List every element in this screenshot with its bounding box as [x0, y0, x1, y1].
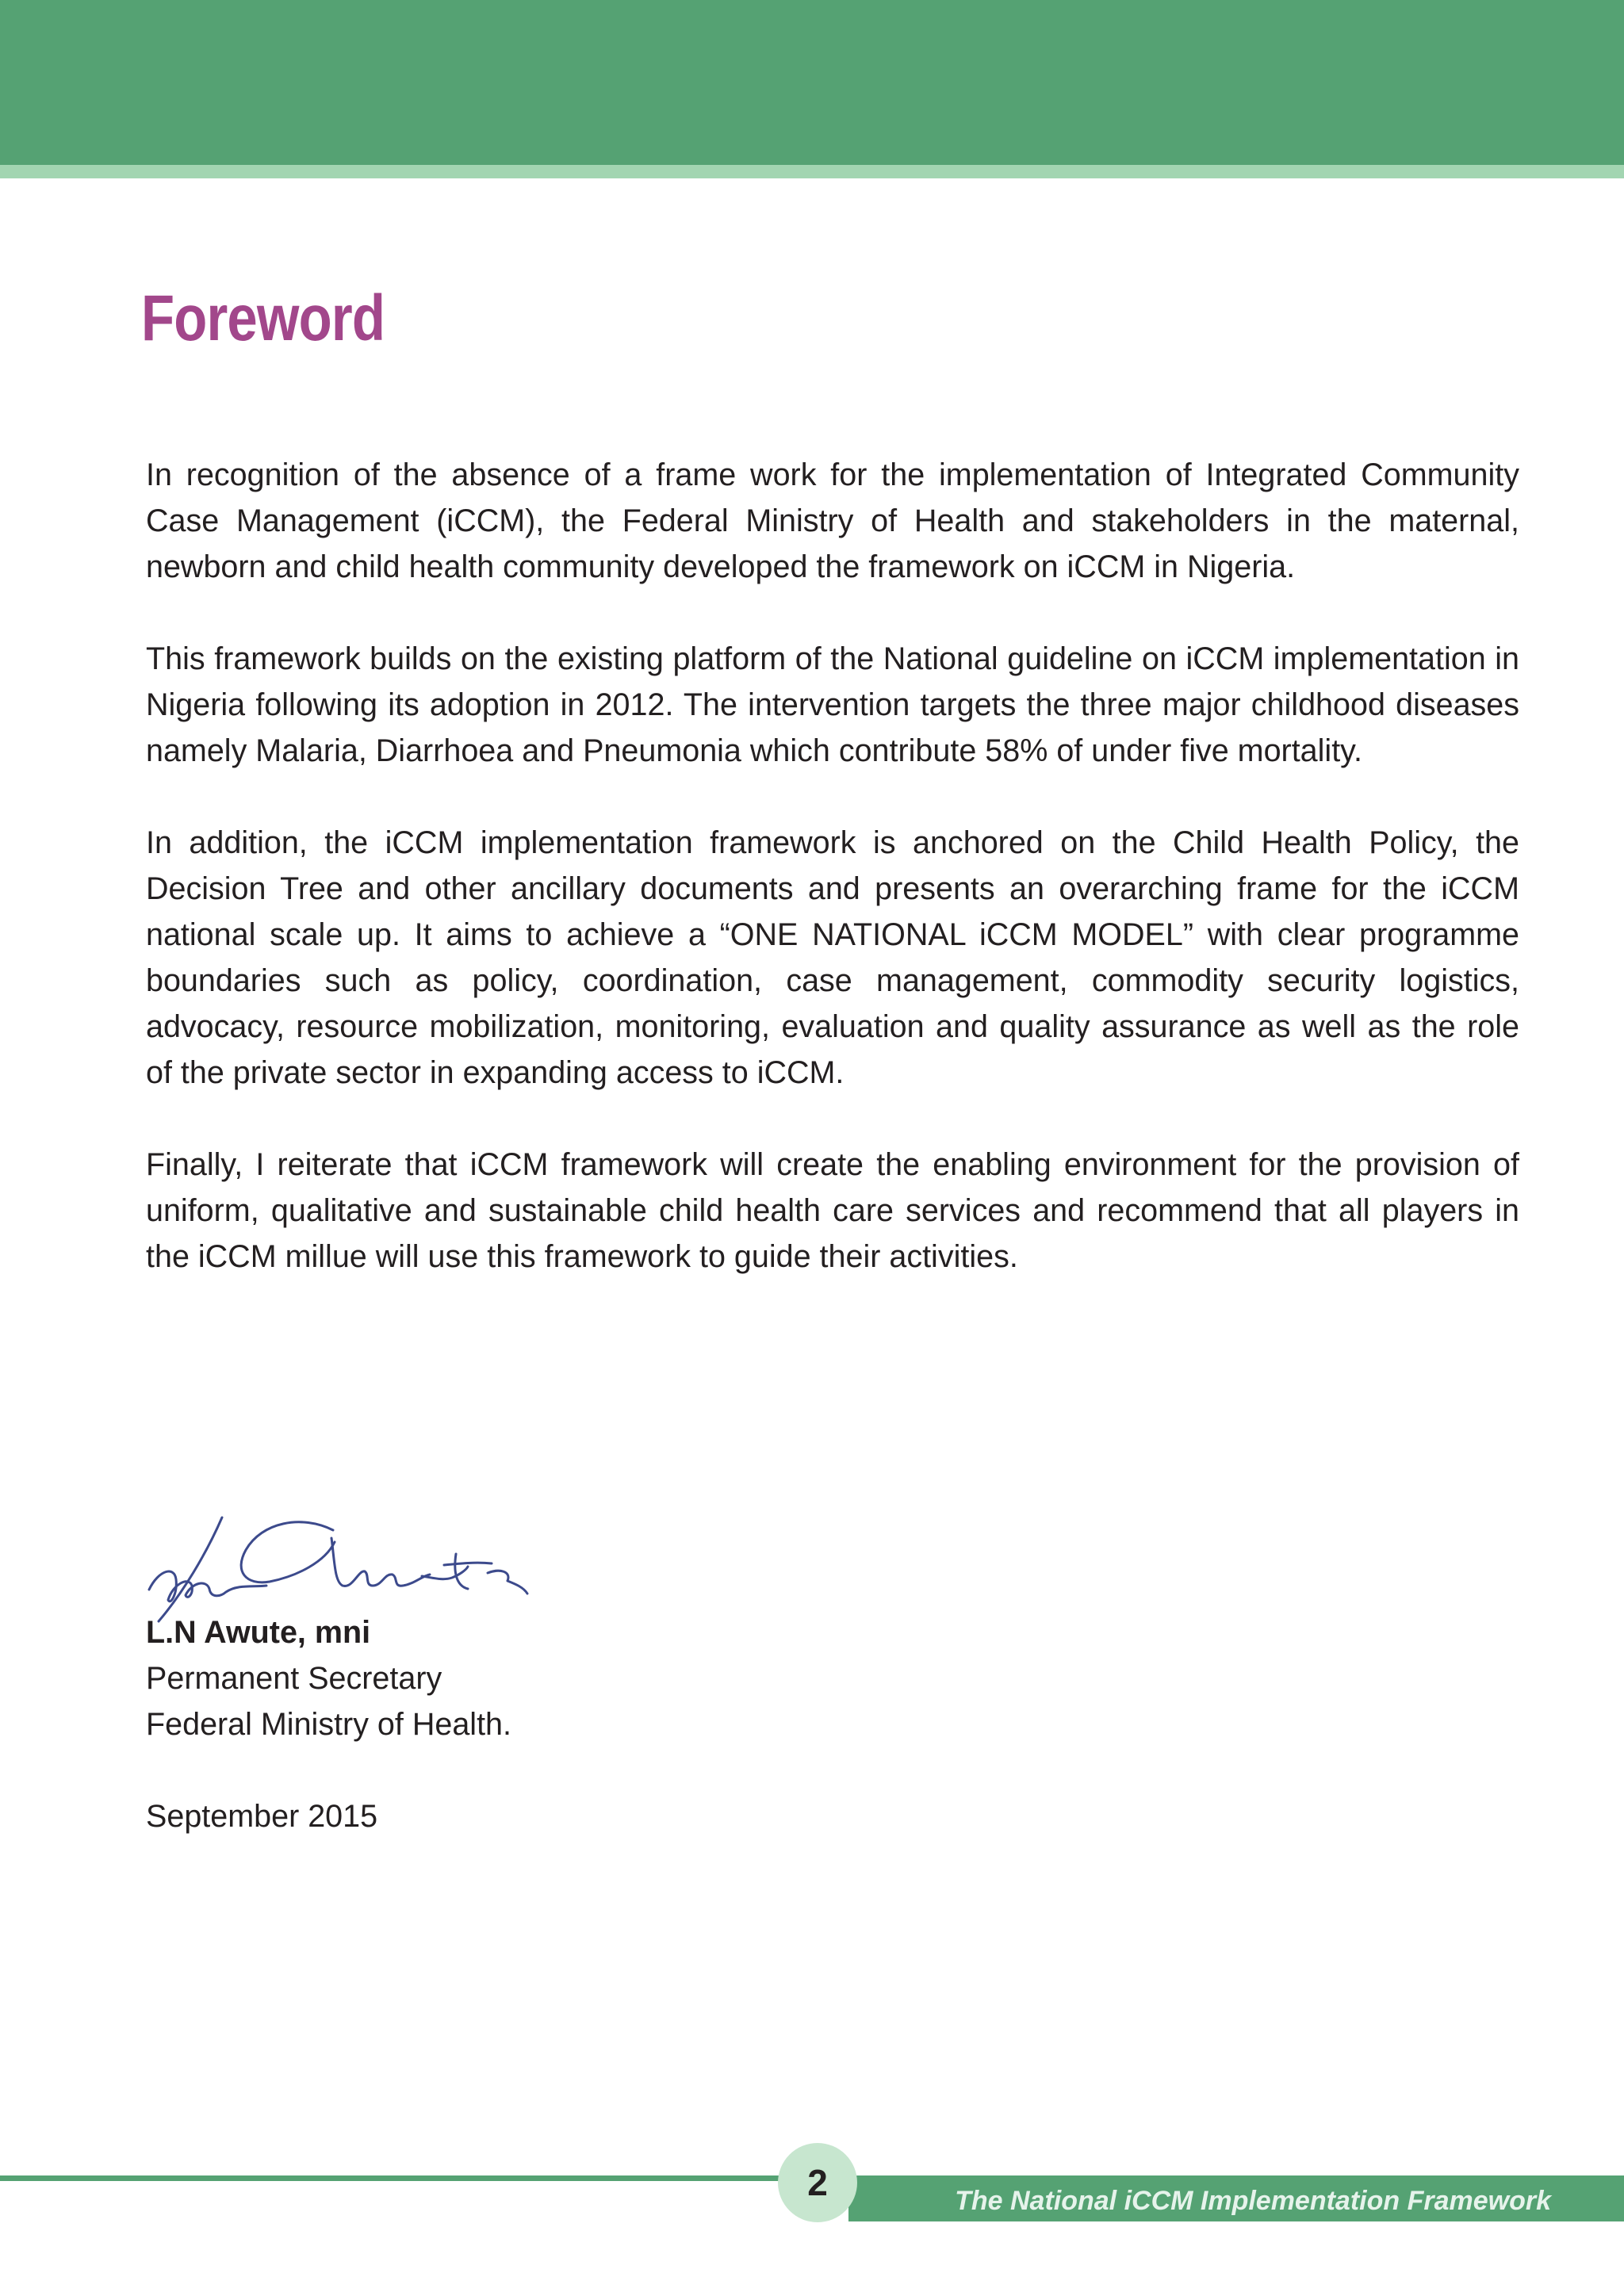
signatory-organization: Federal Ministry of Health. [146, 1707, 512, 1742]
page-title: Foreword [141, 282, 385, 354]
handwritten-signature [127, 1506, 603, 1625]
foreword-body [146, 452, 1519, 1326]
header-band [0, 0, 1624, 165]
signatory-title: Permanent Secretary [146, 1661, 442, 1696]
signature-block [146, 1609, 860, 1839]
paragraph-2: This framework builds on the existing platform of the National guideline on iCCM implementation in Nigeria following its adoption in 2012. The intervention targets the three major childhood diseases namely Malaria, Diarrhoea and Pneumonia which contribute 58% of under five mortality. [146, 641, 1519, 768]
page-number: 2 [778, 2143, 857, 2222]
header-stripe [0, 165, 1624, 178]
signature-date: September 2015 [146, 1799, 378, 1834]
paragraph-4: Finally, I reiterate that iCCM framework will create the enabling environment for the provision of uniform, qualitative and sustainable child health care services and recommend that all players in the iCCM millue will use this framework to guide their activities. [146, 1147, 1519, 1274]
paragraph-3: In addition, the iCCM implementation framework is anchored on the Child Health Policy, the Decision Tree and other ancillary documents and presents an overarching frame for the iCCM national scale up. It aims to achieve a “ONE NATIONAL iCCM MODEL” with clear programme boundaries such as policy, coordination, case management, commodity security logistics, advocacy, resource mobilization, monitoring, evaluation and quality assurance as well as the role of the private sector in expanding access to iCCM. [146, 825, 1519, 1090]
paragraph-1: In recognition of the absence of a frame work for the implementation of Integrated Community Case Management (iCCM), the Federal Ministry of Health and stakeholders in the maternal, newborn and child health community developed the framework on iCCM in Nigeria. [146, 457, 1519, 584]
footer-rule [0, 2175, 793, 2181]
signatory-name: L.N Awute, mni [146, 1615, 371, 1650]
footer-publication-title: The National iCCM Implementation Framework [955, 2186, 1551, 2216]
